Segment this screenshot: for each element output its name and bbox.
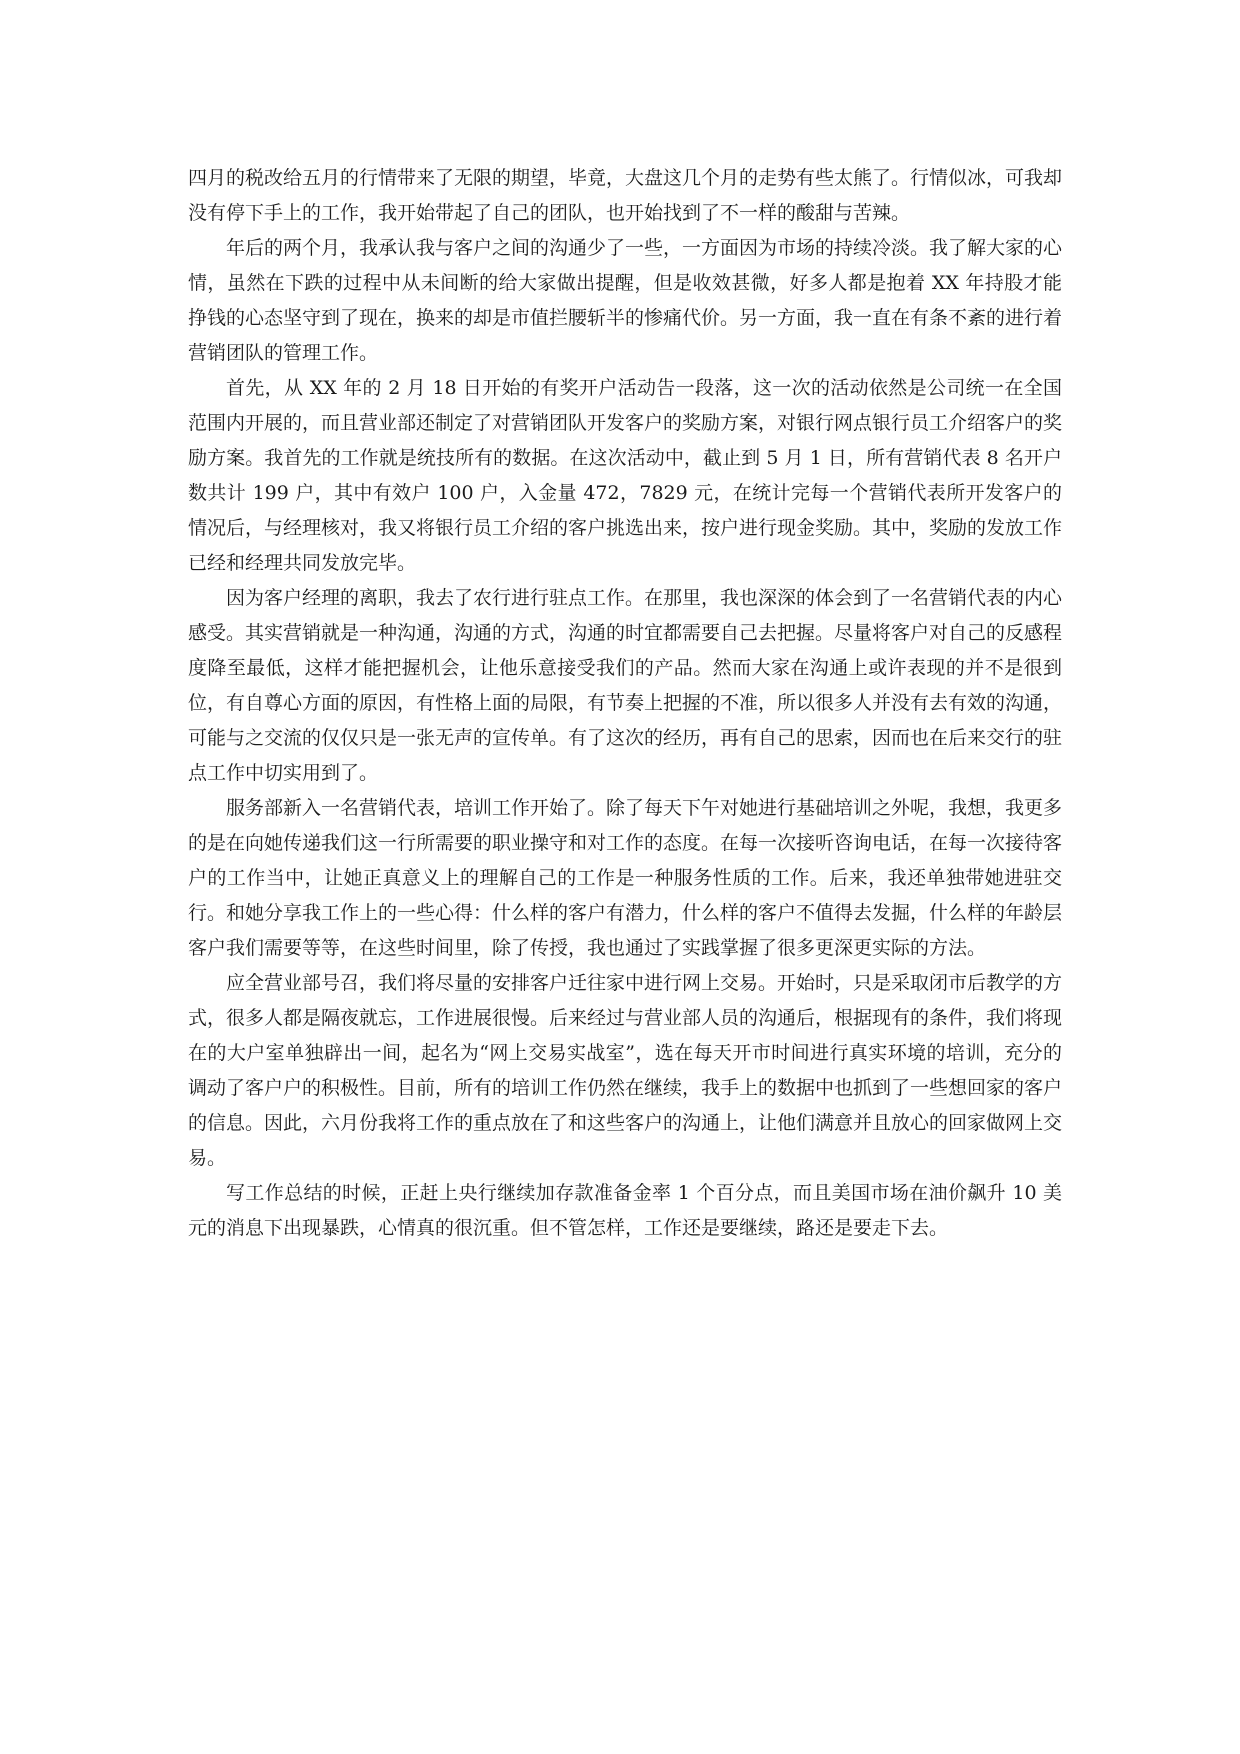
paragraph-6: 应全营业部号召，我们将尽量的安排客户迁往家中进行网上交易。开始时，只是采取闭市后教学的方式，很多人都是隔夜就忘，工作进展很慢。后来经过与营业部人员的沟通后，根据现有的条件，我们将现在的大户室单独辟出一间，起名为“网上交易实战室”，选在每天开市时间进行真实环境的培训，充分的调动了客户户的积极性。目前，所有的培训工作仍然在继续，我手上的数据中也抓到了一些想回家的客户的信息。因此，六月份我将工作的重点放在了和这些客户的沟通上，让他们满意并且放心的回家做网上交易。 [188, 972, 1063, 1169]
paragraph-2: 年后的两个月，我承认我与客户之间的沟通少了一些，一方面因为市场的持续冷淡。我了解大家的心情，虽然在下跌的过程中从未间断的给大家做出提醒，但是收效甚微，好多人都是抱着 XX 年持股才能挣钱的心态坚守到了现在，换来的却是市值拦腰斩半的惨痛代价。另一方面，我一直在有条不紊的进行着营销团队的管理工作。 [188, 237, 1063, 364]
paragraph-1: 四月的税改给五月的行情带来了无限的期望，毕竟，大盘这几个月的走势有些太熊了。行情似冰，可我却没有停下手上的工作，我开始带起了自己的团队，也开始找到了不一样的酸甜与苦辣。 [188, 167, 1063, 224]
paragraph-3: 首先，从 XX 年的 2 月 18 日开始的有奖开户活动告一段落，这一次的活动依然是公司统一在全国范围内开展的，而且营业部还制定了对营销团队开发客户的奖励方案，对银行网点银行员工介绍客户的奖励方案。我首先的工作就是统技所有的数据。在这次活动中，截止到 5 月 1 日，所有营销代表 8 名开户数共计 199 户，其中有效户 100 户，入金量 472，7829 元，在统计完每一个营销代表所开发客户的情况后，与经理核对，我又将银行员工介绍的客户挑选出来，按户进行现金奖励。其中，奖励的发放工作已经和经理共同发放完毕。 [188, 377, 1063, 574]
paragraph-4: 因为客户经理的离职，我去了农行进行驻点工作。在那里，我也深深的体会到了一名营销代表的内心感受。其实营销就是一种沟通，沟通的方式，沟通的时宜都需要自己去把握。尽量将客户对自己的反感程度降至最低，这样才能把握机会，让他乐意接受我们的产品。然而大家在沟通上或许表现的并不是很到位，有自尊心方面的原因，有性格上面的局限，有节奏上把握的不准，所以很多人并没有去有效的沟通，可能与之交流的仅仅只是一张无声的宣传单。有了这次的经历，再有自己的思索，因而也在后来交行的驻点工作中切实用到了。 [188, 587, 1063, 784]
paragraph-5: 服务部新入一名营销代表，培训工作开始了。除了每天下午对她进行基础培训之外呢，我想，我更多的是在向她传递我们这一行所需要的职业操守和对工作的态度。在每一次接听咨询电话，在每一次接待客户的工作当中，让她正真意义上的理解自己的工作是一种服务性质的工作。后来，我还单独带她进驻交行。和她分享我工作上的一些心得：什么样的客户有潜力，什么样的客户不值得去发掘，什么样的年龄层客户我们需要等等，在这些时间里，除了传授，我也通过了实践掌握了很多更深更实际的方法。 [188, 797, 1063, 959]
document-body [188, 161, 1062, 1246]
paragraph-7: 写工作总结的时候，正赶上央行继续加存款准备金率 1 个百分点，而且美国市场在油价飙升 10 美元的消息下出现暴跌，心情真的很沉重。但不管怎样，工作还是要继续，路还是要走下去。 [188, 1182, 1062, 1239]
